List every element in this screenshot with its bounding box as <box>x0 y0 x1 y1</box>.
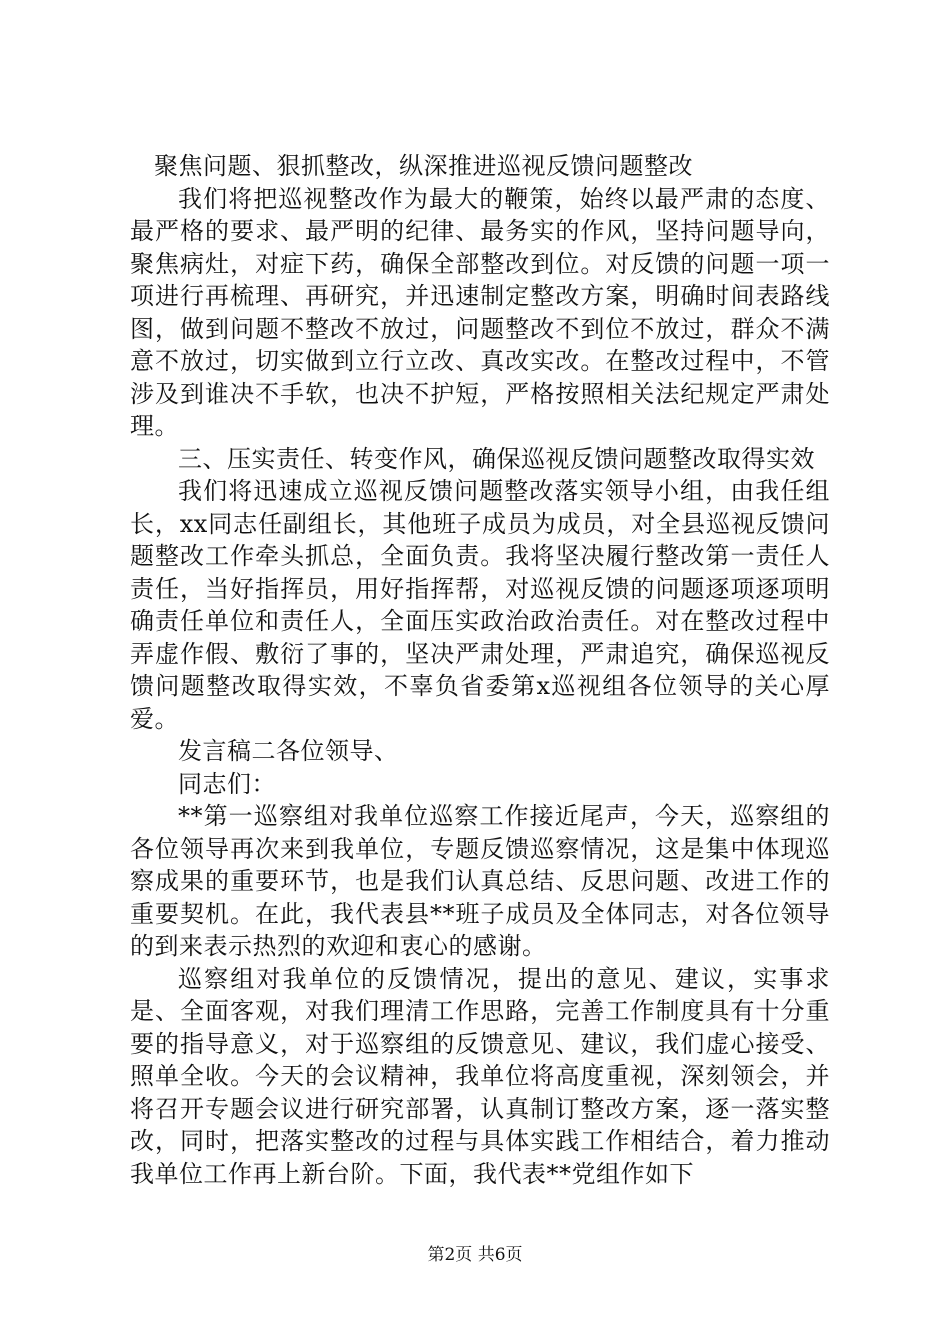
section-heading: 三、压实责任、转变作风，确保巡视反馈问题整改取得实效 <box>178 444 815 473</box>
section-heading: 聚焦问题、狠抓整改，纵深推进巡视反馈问题整改 <box>154 152 693 180</box>
body-paragraph: 我们将迅速成立巡视反馈问题整改落实领导小组，由我任组长，xx同志任副组长，其他班子成员为成员，对全县巡视反馈问题整改工作牵头抓总，全面负责。我将坚决履行整改第一责任人责任，当好指挥员，用好指挥帮，对巡视反馈的问题逐项逐项明确责任单位和责任人，全面压实政治政治责任。对在整改过程中弄虚作假、敷衍了事的，坚决严肃处理，严肃追究，确保巡视反馈问题整改取得实效，不辜负省委第x巡视组各位领导的关心厚爱。 <box>130 477 830 733</box>
body-paragraph: **第一巡察组对我单位巡察工作接近尾声，今天，巡察组的各位领导再次来到我单位，专题反馈巡察情况，这是集中体现巡察成果的重要环节，也是我们认真总结、反思问题、改进工作的重要契机。在此，我代表县**班子成员及全体同志，对各位领导的到来表示热烈的欢迎和衷心的感谢。 <box>130 802 830 960</box>
body-paragraph: 巡察组对我单位的反馈情况，提出的意见、建议，实事求是、全面客观，对我们理清工作思路，完善工作制度具有十分重要的指导意义，对于巡察组的反馈意见、建议，我们虚心接受、照单全收。今天的会议精神，我单位将高度重视，深刻领会，并将召开专题会议进行研究部署，认真制订整改方案，逐一落实整改，同时，把落实整改的过程与具体实践工作相结合，着力推动我单位工作再上新台阶。下面，我代表**党组作如下 <box>130 964 830 1188</box>
speech-title-line: 发言稿二各位领导、 <box>178 737 399 765</box>
page-number-footer: 第2页 共6页 <box>427 1245 523 1265</box>
body-paragraph: 我们将把巡视整改作为最大的鞭策，始终以最严肃的态度、最严格的要求、最严明的纪律、最务实的作风，坚持问题导向，聚焦病灶，对症下药，确保全部整改到位。对反馈的问题一项一项进行再梳理、再研究，并迅速制定整改方案，明确时间表路线图，做到问题不整改不放过，问题整改不到位不放过，群众不满意不放过，切实做到立行立改、真改实改。在整改过程中，不管涉及到谁决不手软，也决不护短，严格按照相关法纪规定严肃处理。 <box>130 184 830 440</box>
document-body <box>130 150 830 1190</box>
salutation-line: 同志们： <box>178 769 276 798</box>
